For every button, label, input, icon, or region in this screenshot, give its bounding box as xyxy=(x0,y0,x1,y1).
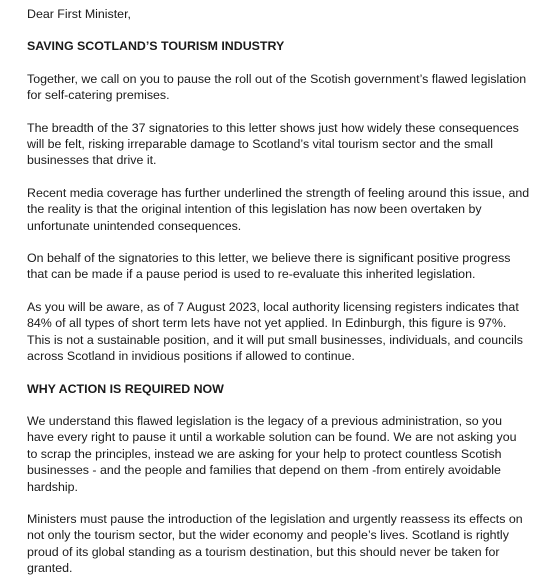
salutation: Dear First Minister, xyxy=(27,7,131,21)
paragraph-call-to-pause: Together, we call on you to pause the roll out of the Scotish government’s flawed legislation for self-catering premises. xyxy=(27,71,527,103)
paragraph-ministers-must-pause: Ministers must pause the introduction of the legislation and urgently reassess its effects on not only the tourism sector, but the wider economy and people’s lives. Scotland is rightly proud of its global standing as a tourism destination, but this should never be taken for granted. xyxy=(27,511,523,576)
heading-saving-tourism: SAVING SCOTLAND’S TOURISM INDUSTRY xyxy=(27,39,285,54)
paragraph-signatories: The breadth of the 37 signatories to this letter shows just how widely these consequences will be felt, risking irreparable damage to Scotland’s vital tourism sector and the small businesses that drive it. xyxy=(27,120,519,168)
heading-why-action: WHY ACTION IS REQUIRED NOW xyxy=(27,381,224,396)
paragraph-flawed-legislation: We understand this flawed legislation is the legacy of a previous administration, so you have every right to pause it until a workable solution can be found. We are not asking you to scrap the principles, instead we are asking for your help to protect countless Scotish businesses - and the people and families that depend on them -from entirely avoidable hardship. xyxy=(27,413,517,494)
paragraph-media-coverage: Recent media coverage has further underlined the strength of feeling around this issue, and the reality is that the original intention of this legislation has now been overtaken by unfortunate unintended consequences. xyxy=(27,185,530,233)
paragraph-licensing-statistics: As you will be aware, as of 7 August 2023, local authority licensing registers indicates that 84% of all types of short term lets have not yet applied. In Edinburgh, this figure is 97%. This is not a sustainable position, and it will put small businesses, individuals, and councils across Scotland in invidious positions if allowed to continue. xyxy=(27,299,523,364)
paragraph-pause-period: On behalf of the signatories to this letter, we believe there is significant positive progress that can be made if a pause period is used to re-evaluate this inherited legislation. xyxy=(27,251,511,282)
